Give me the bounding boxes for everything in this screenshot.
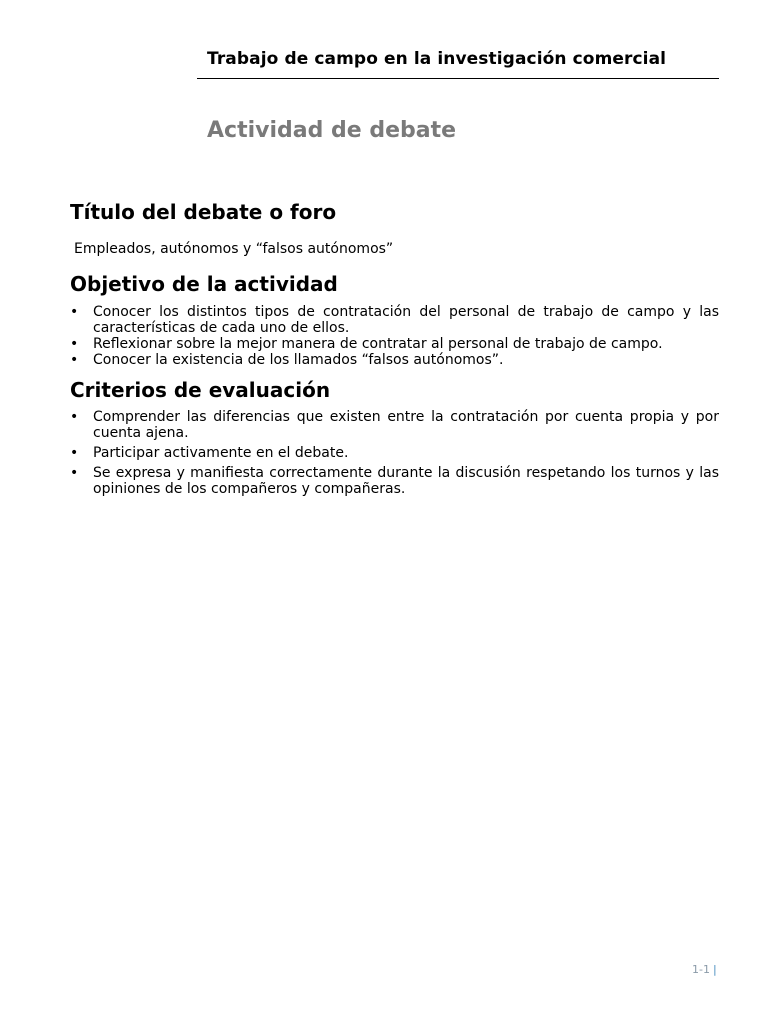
list-item bbox=[70, 445, 719, 461]
debate-title-heading: Título del debate o foro bbox=[70, 200, 337, 224]
page-number-separator: | bbox=[712, 963, 717, 976]
list-item bbox=[70, 409, 719, 441]
objective-text: Conocer la existencia de los llamados “falsos autónomos”. bbox=[93, 352, 504, 368]
list-item bbox=[70, 304, 719, 336]
document-header-title: Trabajo de campo en la investigación comercial bbox=[207, 49, 667, 69]
page-number-text: 1-1 bbox=[692, 963, 710, 976]
list-item bbox=[70, 352, 719, 368]
objective-text: Conocer los distintos tipos de contratación del personal de trabajo de campo y las características de cada uno de ellos. bbox=[93, 304, 719, 336]
criterion-text: Participar activamente en el debate. bbox=[93, 445, 349, 461]
objectives-list bbox=[70, 304, 719, 368]
list-item bbox=[70, 336, 719, 352]
bullet-icon: • bbox=[70, 465, 79, 481]
bullet-icon: • bbox=[70, 409, 79, 425]
criteria-heading: Criterios de evaluación bbox=[70, 378, 331, 402]
activity-title: Actividad de debate bbox=[207, 118, 457, 143]
bullet-icon: • bbox=[70, 304, 79, 320]
objective-text: Reflexionar sobre la mejor manera de contratar al personal de trabajo de campo. bbox=[93, 336, 663, 352]
page-number bbox=[692, 963, 717, 976]
criterion-text: Se expresa y manifiesta correctamente durante la discusión respetando los turnos y las opiniones de los compañeros y compañeras. bbox=[93, 465, 719, 497]
header-divider bbox=[197, 78, 719, 79]
bullet-icon: • bbox=[70, 445, 79, 461]
list-item bbox=[70, 465, 719, 497]
bullet-icon: • bbox=[70, 336, 79, 352]
criterion-text: Comprender las diferencias que existen entre la contratación por cuenta propia y por cuenta ajena. bbox=[93, 409, 719, 441]
bullet-icon: • bbox=[70, 352, 79, 368]
debate-title-text: Empleados, autónomos y “falsos autónomos” bbox=[74, 241, 394, 257]
objectives-heading: Objetivo de la actividad bbox=[70, 272, 338, 296]
criteria-list bbox=[70, 409, 719, 501]
